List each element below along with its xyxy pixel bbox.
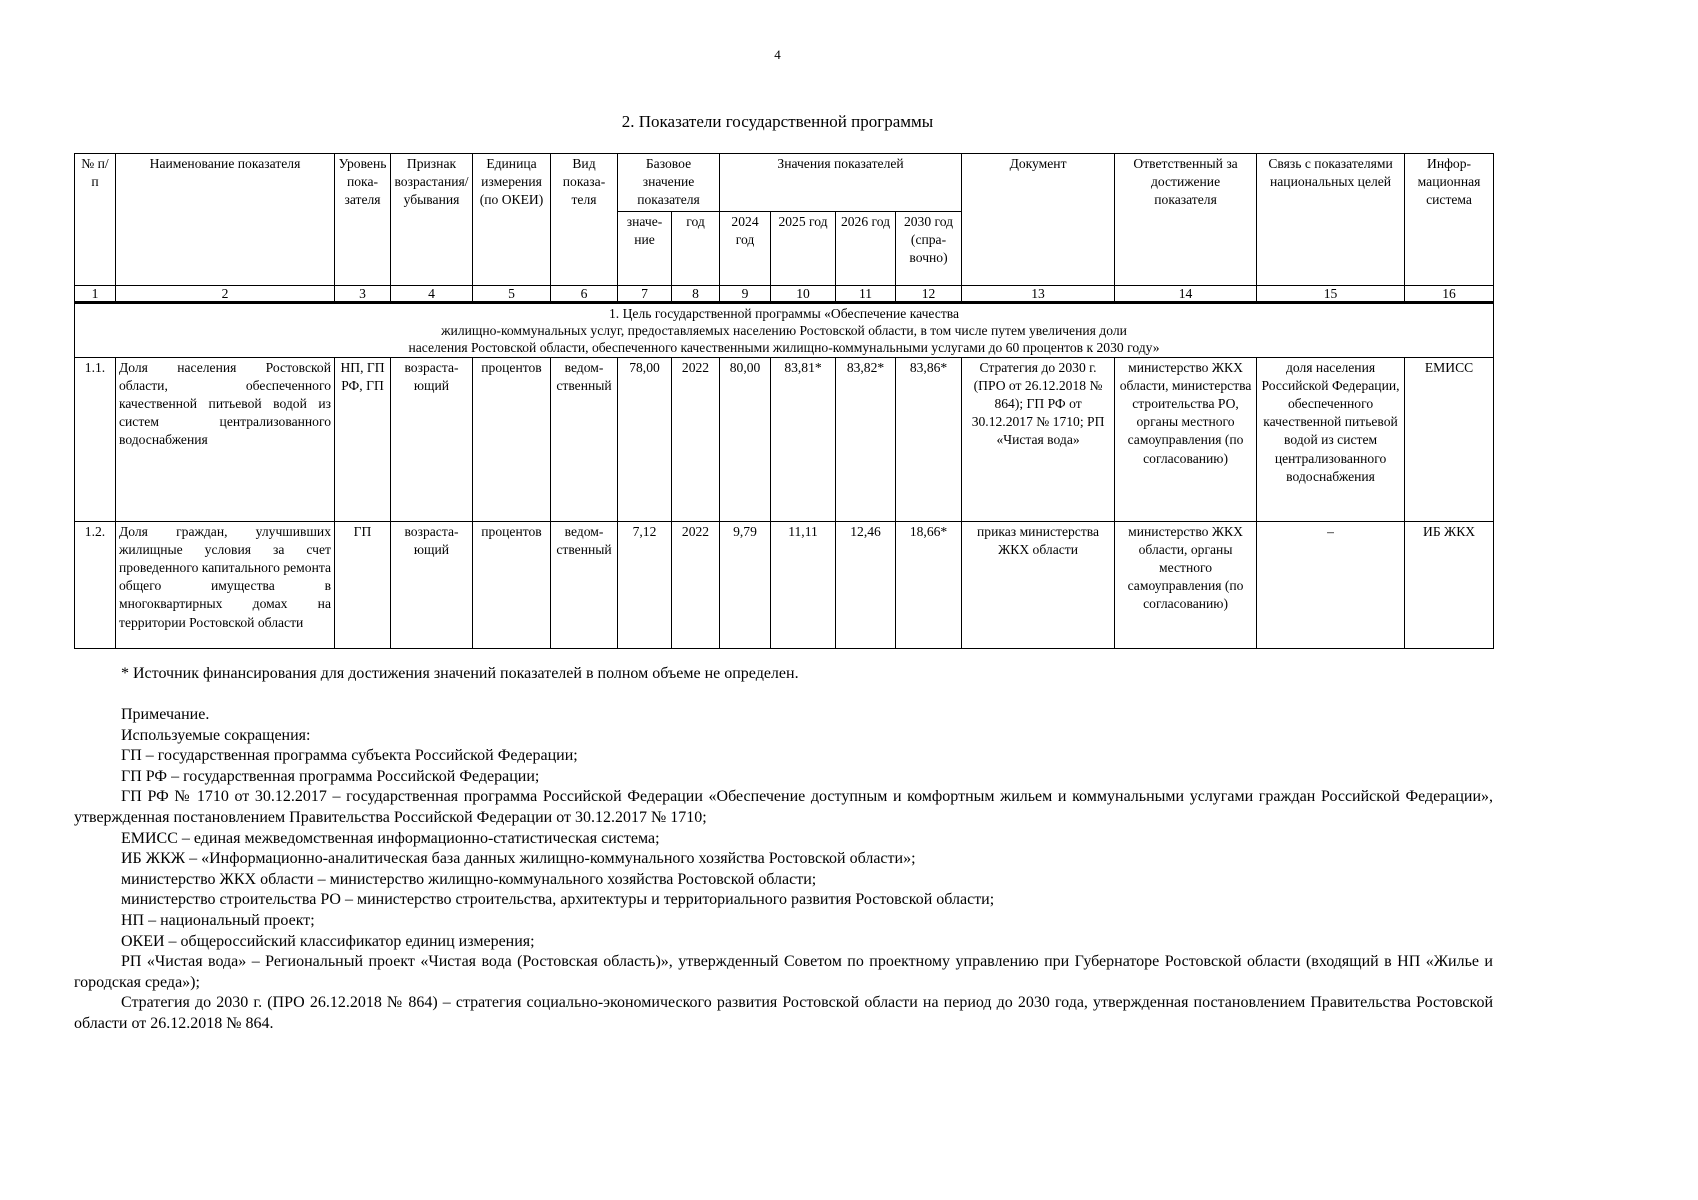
row-kind: ведомственный	[551, 357, 618, 521]
goal-line: населения Ростовской области, обеспеченного качественными жилищно-коммунальными услугами до 60 процентов к 2030 году»	[408, 339, 1160, 355]
note-line: НП – национальный проект;	[121, 911, 315, 929]
header-base-year: год	[672, 211, 720, 285]
row-info-system: ЕМИСС	[1405, 357, 1494, 521]
column-number-row	[75, 285, 1494, 302]
header-values: Значения показателей	[720, 154, 962, 212]
note-line: Примечание.	[121, 706, 210, 723]
note-line: ГП РФ № 1710 от 30.12.2017 – государственная программа Российской Федерации «Обеспечение доступным и комфортным жильем и коммунальными услугами граждан Российской Федерации», утвержденная постановлением Правительства Российской Федерации от 30.12.2017 № 1710;	[74, 788, 1493, 826]
goal-line: 1. Цель государственной программы «Обеспечение качества	[609, 305, 960, 321]
row-responsible: министерство ЖКХ области, органы местного самоуправления (по согласованию)	[1115, 521, 1257, 648]
col-number: 10	[771, 285, 836, 302]
header-responsible: Ответственный за достижение показателя	[1115, 154, 1257, 286]
row-value-2030: 83,86*	[896, 357, 962, 521]
row-base-value: 7,12	[618, 521, 672, 648]
note-line: ГП – государственная программа субъекта Российской Федерации;	[121, 747, 578, 765]
row-base-value: 78,00	[618, 357, 672, 521]
note-line: министерство ЖКХ области – министерство жилищно-коммунального хозяйства Ростовской области;	[121, 870, 817, 888]
row-name: Доля населения Ростовской области, обеспеченного качественной питьевой водой из систем централизованного водоснабжения	[116, 357, 335, 521]
table-row	[75, 357, 1494, 521]
note-line: Стратегия до 2030 г. (ПРО 26.12.2018 № 864) – стратегия социально-экономического развития Ростовской области на период до 2030 года, утвержденная постановлением Правительства Ростовской области от 26.12.2018 № 864.	[74, 994, 1493, 1032]
header-trend: Признак возрастания/ убывания	[391, 154, 473, 286]
header-2025: 2025 год	[771, 211, 836, 285]
row-base-year: 2022	[672, 521, 720, 648]
row-unit: процентов	[473, 521, 551, 648]
header-info: Информационная система	[1405, 154, 1494, 286]
note-line: РП «Чистая вода» – Региональный проект «Чистая вода (Ростовская область)», утвержденный Советом по проектному управлению при Губернаторе Ростовской области (входящий в НП «Жилье и городская среда»);	[74, 953, 1493, 991]
col-number: 15	[1257, 285, 1405, 302]
col-number: 5	[473, 285, 551, 302]
row-info-system: ИБ ЖКХ	[1405, 521, 1494, 648]
row-name: Доля граждан, улучшивших жилищные условия за счет проведенного капитального ремонта общего имущества в многоквартирных домах на территории Ростовской области	[116, 521, 335, 648]
col-number: 13	[962, 285, 1115, 302]
header-document: Документ	[962, 154, 1115, 286]
goal-line: жилищно-коммунальных услуг, предоставляемых населению Ростовской области, в том числе путем увеличения доли	[441, 322, 1127, 338]
header-name: Наименование показателя	[116, 154, 335, 286]
row-num: 1.2.	[75, 521, 116, 648]
goal-cell	[75, 302, 1494, 357]
col-number: 3	[335, 285, 391, 302]
row-value-2025: 83,81*	[771, 357, 836, 521]
note-line: ГП РФ – государственная программа Российской Федерации;	[121, 767, 540, 785]
row-value-2024: 80,00	[720, 357, 771, 521]
header-2024: 2024 год	[720, 211, 771, 285]
header-kind: Вид показателя	[551, 154, 618, 286]
col-number: 1	[75, 285, 116, 302]
header-link: Связь с показателями национальных целей	[1257, 154, 1405, 286]
page-number: 4	[774, 47, 781, 62]
note-line: Используемые сокращения:	[121, 726, 311, 744]
table-row	[75, 521, 1494, 648]
row-responsible: министерство ЖКХ области, министерства строительства РО, органы местного самоуправления (по согласованию)	[1115, 357, 1257, 521]
header-base-value: значение	[618, 211, 672, 285]
col-number: 4	[391, 285, 473, 302]
header-unit: Единица измерения (по ОКЕИ)	[473, 154, 551, 286]
row-level: ГП	[335, 521, 391, 648]
note-line: министерство строительства РО – министерство строительства, архитектуры и территориального развития Ростовской области;	[121, 891, 995, 909]
row-trend: возрастающий	[391, 357, 473, 521]
col-number: 2	[116, 285, 335, 302]
col-number: 9	[720, 285, 771, 302]
notes-block	[74, 705, 1493, 1035]
col-number: 8	[672, 285, 720, 302]
row-level: НП, ГП РФ, ГП	[335, 357, 391, 521]
col-number: 6	[551, 285, 618, 302]
row-value-2026: 12,46	[836, 521, 896, 648]
row-link: доля населения Российской Федерации, обеспеченного качественной питьевой водой из систем централизованного водоснабжения	[1257, 357, 1405, 521]
col-number: 11	[836, 285, 896, 302]
col-number: 16	[1405, 285, 1494, 302]
row-link: –	[1257, 521, 1405, 648]
indicators-table	[74, 153, 1494, 649]
header-base: Базовое значение показателя	[618, 154, 720, 212]
header-2026: 2026 год	[836, 211, 896, 285]
row-value-2025: 11,11	[771, 521, 836, 648]
header-2030: 2030 год (справочно)	[896, 211, 962, 285]
footnote: * Источник финансирования для достижения значений показателей в полном объеме не определен.	[121, 665, 799, 682]
row-unit: процентов	[473, 357, 551, 521]
col-number: 7	[618, 285, 672, 302]
note-line: ОКЕИ – общероссийский классификатор единиц измерения;	[121, 932, 535, 950]
col-number: 14	[1115, 285, 1257, 302]
row-num: 1.1.	[75, 357, 116, 521]
row-kind: ведомственный	[551, 521, 618, 648]
row-trend: возрастающий	[391, 521, 473, 648]
col-number: 12	[896, 285, 962, 302]
header-level: Уровень показателя	[335, 154, 391, 286]
row-value-2026: 83,82*	[836, 357, 896, 521]
note-line: ИБ ЖКЖ – «Информационно-аналитическая база данных жилищно-коммунального хозяйства Ростовской области»;	[121, 850, 916, 868]
header-num: № п/п	[75, 154, 116, 286]
row-base-year: 2022	[672, 357, 720, 521]
row-value-2024: 9,79	[720, 521, 771, 648]
row-document: приказ министерства ЖКХ области	[962, 521, 1115, 648]
note-line: ЕМИСС – единая межведомственная информационно-статистическая система;	[121, 829, 660, 847]
row-document: Стратегия до 2030 г. (ПРО от 26.12.2018 № 864); ГП РФ от 30.12.2017 № 1710; РП «Чистая вода»	[962, 357, 1115, 521]
row-value-2030: 18,66*	[896, 521, 962, 648]
goal-row	[75, 302, 1494, 357]
section-title: 2. Показатели государственной программы	[621, 112, 934, 131]
